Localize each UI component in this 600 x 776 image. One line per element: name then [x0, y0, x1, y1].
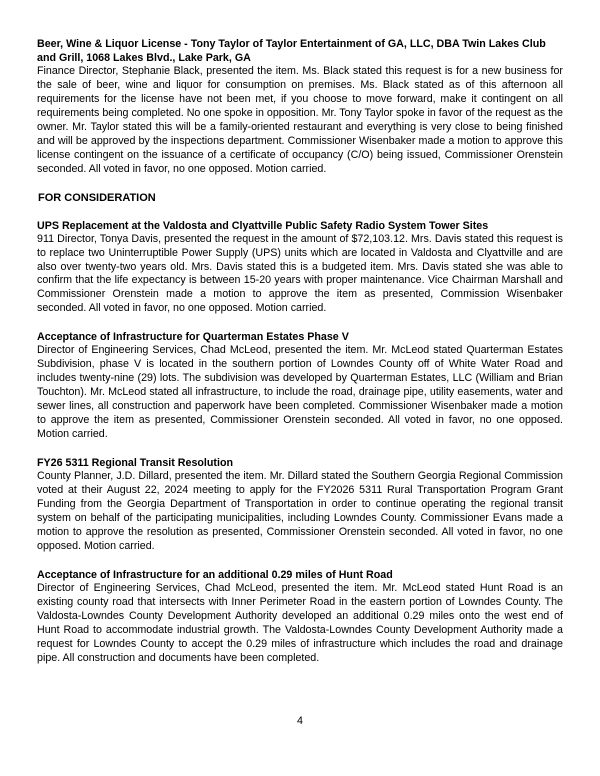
section-hunt-road: [37, 568, 563, 666]
document-page: [37, 37, 563, 665]
section-title: Acceptance of Infrastructure for an additional 0.29 miles of Hunt Road: [37, 568, 393, 581]
for-consideration-heading: FOR CONSIDERATION: [38, 191, 156, 204]
section-beer-wine-license: [37, 37, 563, 177]
section-title: FY26 5311 Regional Transit Resolution: [37, 457, 233, 470]
section-body: 911 Director, Tonya Davis, presented the request in the amount of $72,103.12. Mrs. Davis stated this request is to replace two Uninterruptible Power Supply (UPS) units which are located in Valdosta and Clyattville and are also over twenty-two years old. Mrs. Davis stated this is a budgeted item. Mrs. Davis stated she was able to confirm that the life expectancy is between 15-20 years with proper maintenance. Vice Chairman Marshall and Commissioner Orenstein made a motion to approve the item as presented, Commission Wisenbaker seconded. All voted in favor, no one opposed. Motion carried.: [37, 232, 563, 315]
section-title: Acceptance of Infrastructure for Quarterman Estates Phase V: [37, 331, 349, 344]
section-body: Director of Engineering Services, Chad McLeod, presented the item. Mr. McLeod stated Quarterman Estates Subdivision, phase V is located in the southern portion of Lowndes County off of White Water Road and includes twenty-nine (29) lots. The subdivision was developed by Quarterman Estates, LLC (William and Brian Touchton). Mr. McLeod stated all infrastructure, to include the road, drainage pipe, utility easements, water and sewer lines, all construction and paperwork have been completed. Commissioner Wisenbaker made a motion to approve the item as presented, Commissioner Orenstein seconded. All voted in favor, no one opposed. Motion carried.: [37, 344, 563, 441]
section-body: Director of Engineering Services, Chad McLeod, presented the item. Mr. McLeod stated Hunt Road is an existing county road that intersects with Inner Perimeter Road in the eastern portion of Lowndes County. The Valdosta-Lowndes County Development Authority developed an additional 0.29 miles onto the west end of Hunt Road to accommodate industrial growth. The Valdosta-Lowndes County Development Authority made a request for Lowndes County to accept the 0.29 miles of infrastructure which includes the road and drainage pipe. All construction and documents have been completed.: [37, 581, 563, 664]
section-body: Finance Director, Stephanie Black, presented the item. Ms. Black stated this request is for a new business for the sale of beer, wine and liquor for consumption on premises. Ms. Black stated as of this afternoon all requirements for the license have not been met, if you choose to move forward, make it contingent on all requirements being completed. No one spoke in opposition. Mr. Tony Taylor spoke in favor of the request as the owner. Mr. Taylor stated this will be a family-oriented restaurant and everything is very close to being finished and will be approved by the inspections department. Commissioner Wisenbaker made a motion to approve this license contingent on the issuance of a certificate of occupancy (C/O) being issued, Commissioner Orenstein seconded. All voted in favor, no one opposed. Motion carried.: [37, 65, 563, 175]
section-title: Beer, Wine & Liquor License - Tony Taylor of Taylor Entertainment of GA, LLC, DBA Twin Lakes Club and Grill, 1068 Lakes Blvd., Lake Park, GA: [37, 38, 546, 64]
section-title: UPS Replacement at the Valdosta and Clyattville Public Safety Radio System Tower Sites: [37, 219, 489, 232]
page-number: 4: [297, 715, 303, 727]
section-body: County Planner, J.D. Dillard, presented the item. Mr. Dillard stated the Southern Georgia Regional Commission voted at their August 22, 2024 meeting to apply for the FY2026 5311 Rural Transportation Program Grant Funding from the Georgia Department of Transportation in order to continue operating the regional transit system on behalf of the participating municipalities, including Lowndes County. Commissioner Evans made a motion to approve the resolution as presented, Commissioner Orenstein seconded. All voted in favor, no one opposed. Motion carried.: [37, 470, 563, 552]
section-quarterman-estates: [37, 330, 563, 442]
section-transit-resolution: [37, 456, 563, 554]
section-ups-replacement: [37, 219, 563, 317]
